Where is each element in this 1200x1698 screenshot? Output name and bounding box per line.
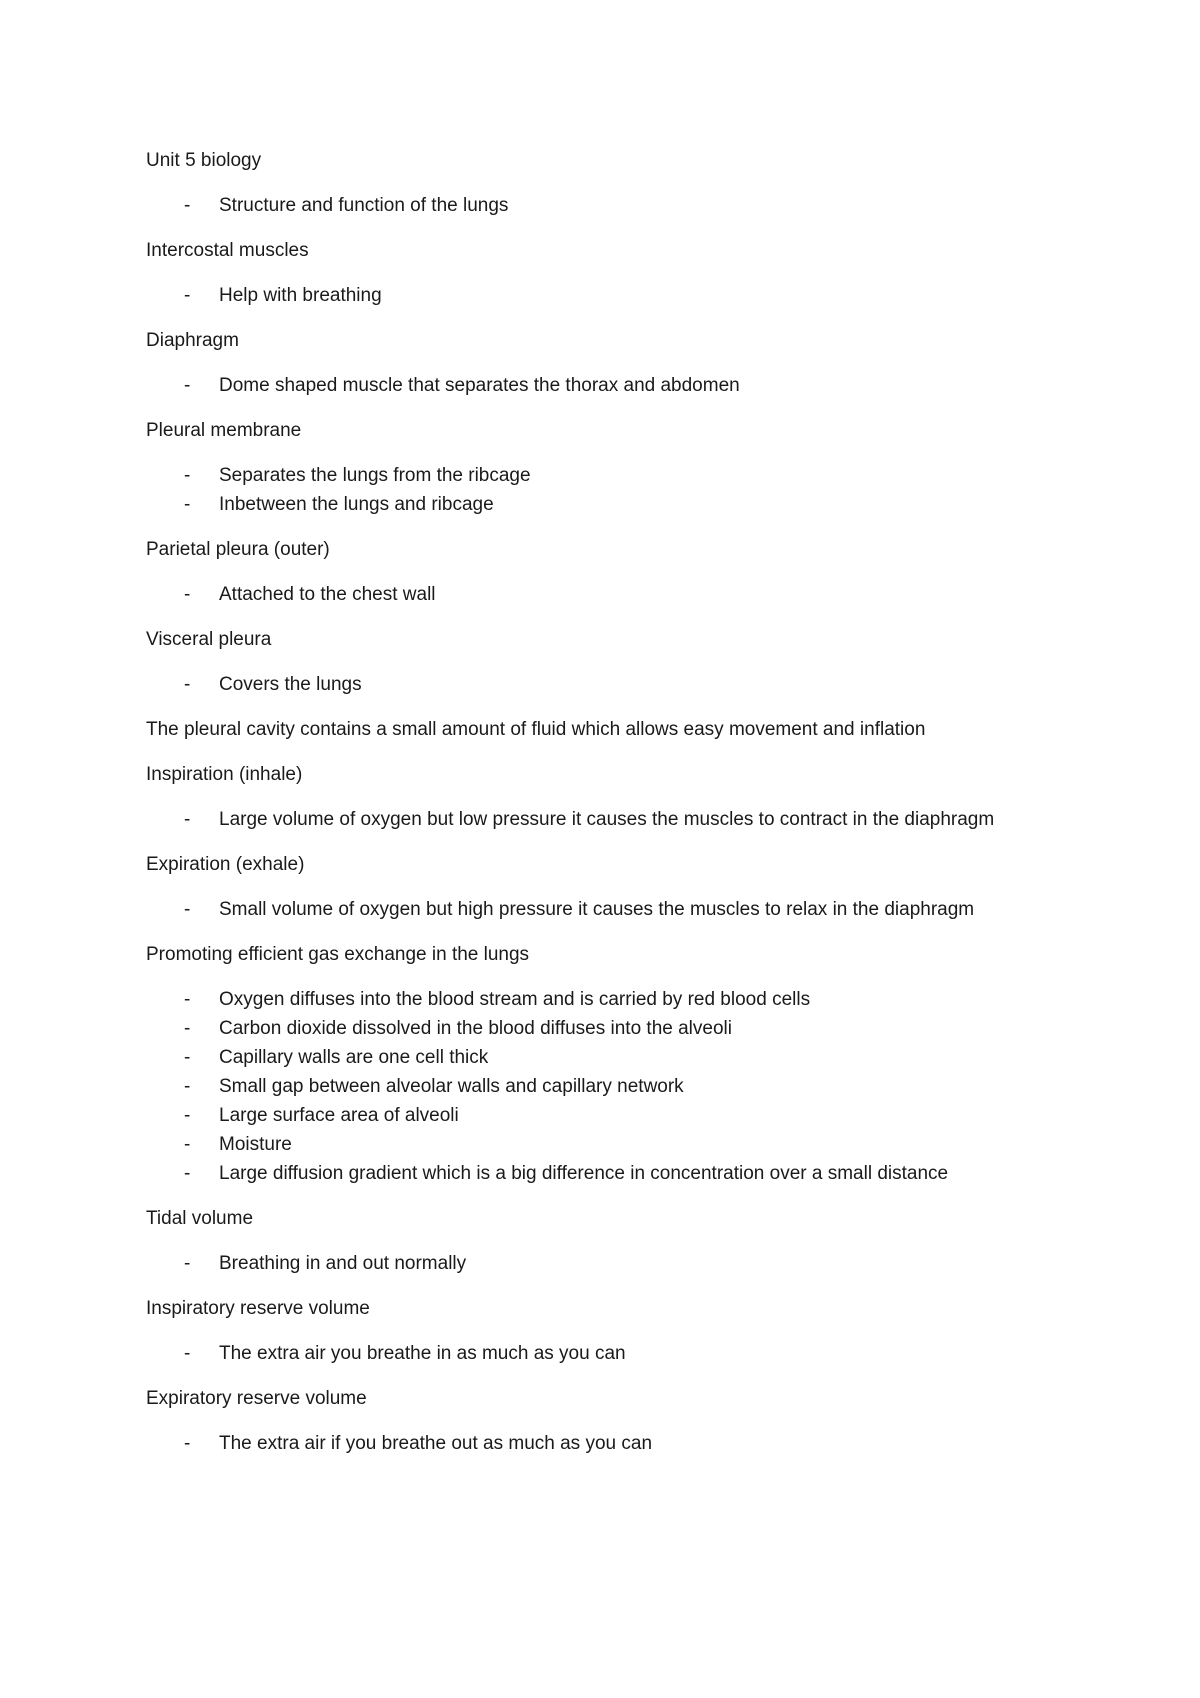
list-item-text: Large diffusion gradient which is a big difference in concentration over a small distance <box>219 1163 949 1184</box>
bullet-list <box>146 985 1106 1188</box>
list-item-text: Capillary walls are one cell thick <box>219 1047 489 1068</box>
list-item <box>146 1101 1106 1130</box>
bullet-list <box>146 191 1106 220</box>
list-item <box>146 1043 1106 1072</box>
list-item-text: Help with breathing <box>219 285 382 306</box>
dash-bullet: - <box>184 1076 191 1097</box>
list-item-text: Inbetween the lungs and ribcage <box>219 494 494 515</box>
list-item-text: Structure and function of the lungs <box>219 195 509 216</box>
list-item <box>146 1339 1106 1368</box>
section-heading: Diaphragm <box>146 330 239 351</box>
dash-bullet: - <box>184 584 191 605</box>
list-item <box>146 1159 1106 1188</box>
section-heading: Parietal pleura (outer) <box>146 539 330 560</box>
bullet-list <box>146 281 1106 310</box>
section-heading: The pleural cavity contains a small amount of fluid which allows easy movement and inflation <box>146 719 926 740</box>
section-heading: Inspiratory reserve volume <box>146 1298 370 1319</box>
list-item-text: Moisture <box>219 1134 292 1155</box>
list-item-text: Small volume of oxygen but high pressure it causes the muscles to relax in the diaphragm <box>219 899 975 920</box>
dash-bullet: - <box>184 1134 191 1155</box>
list-item <box>146 580 1106 609</box>
bullet-list <box>146 1339 1106 1368</box>
dash-bullet: - <box>184 809 191 830</box>
list-item <box>146 1130 1106 1159</box>
document-body <box>146 146 1106 1474</box>
list-item <box>146 461 1106 490</box>
list-item-text: Breathing in and out normally <box>219 1253 467 1274</box>
list-item <box>146 985 1106 1014</box>
bullet-list <box>146 895 1106 924</box>
section-heading: Unit 5 biology <box>146 150 262 171</box>
bullet-list <box>146 461 1106 519</box>
dash-bullet: - <box>184 1163 191 1184</box>
bullet-list <box>146 580 1106 609</box>
list-item <box>146 1249 1106 1278</box>
list-item-text: The extra air you breathe in as much as you can <box>219 1343 626 1364</box>
list-item-text: Dome shaped muscle that separates the thorax and abdomen <box>219 375 740 396</box>
dash-bullet: - <box>184 989 191 1010</box>
list-item-text: Covers the lungs <box>219 674 362 695</box>
dash-bullet: - <box>184 674 191 695</box>
section-heading: Promoting efficient gas exchange in the lungs <box>146 944 530 965</box>
list-item <box>146 670 1106 699</box>
dash-bullet: - <box>184 1047 191 1068</box>
list-item <box>146 805 1106 834</box>
dash-bullet: - <box>184 285 191 306</box>
list-item <box>146 1014 1106 1043</box>
list-item-text: Large volume of oxygen but low pressure it causes the muscles to contract in the diaphragm <box>219 809 995 830</box>
list-item-text: Carbon dioxide dissolved in the blood diffuses into the alveoli <box>219 1018 732 1039</box>
dash-bullet: - <box>184 375 191 396</box>
dash-bullet: - <box>184 899 191 920</box>
section-heading: Tidal volume <box>146 1208 254 1229</box>
dash-bullet: - <box>184 465 191 486</box>
dash-bullet: - <box>184 1105 191 1126</box>
list-item <box>146 371 1106 400</box>
section-heading: Pleural membrane <box>146 420 302 441</box>
section-heading: Expiratory reserve volume <box>146 1388 367 1409</box>
list-item <box>146 281 1106 310</box>
list-item-text: Attached to the chest wall <box>219 584 436 605</box>
dash-bullet: - <box>184 494 191 515</box>
dash-bullet: - <box>184 195 191 216</box>
bullet-list <box>146 1249 1106 1278</box>
bullet-list <box>146 670 1106 699</box>
dash-bullet: - <box>184 1018 191 1039</box>
list-item <box>146 1072 1106 1101</box>
list-item <box>146 490 1106 519</box>
list-item <box>146 191 1106 220</box>
list-item <box>146 1429 1106 1458</box>
list-item-text: The extra air if you breathe out as much as you can <box>219 1433 653 1454</box>
bullet-list <box>146 805 1106 834</box>
list-item <box>146 895 1106 924</box>
list-item-text: Large surface area of alveoli <box>219 1105 459 1126</box>
list-item-text: Small gap between alveolar walls and capillary network <box>219 1076 684 1097</box>
list-item-text: Separates the lungs from the ribcage <box>219 465 531 486</box>
list-item-text: Oxygen diffuses into the blood stream and is carried by red blood cells <box>219 989 811 1010</box>
section-heading: Expiration (exhale) <box>146 854 305 875</box>
dash-bullet: - <box>184 1253 191 1274</box>
bullet-list <box>146 1429 1106 1458</box>
section-heading: Visceral pleura <box>146 629 272 650</box>
section-heading: Intercostal muscles <box>146 240 309 261</box>
bullet-list <box>146 371 1106 400</box>
section-heading: Inspiration (inhale) <box>146 764 303 785</box>
dash-bullet: - <box>184 1433 191 1454</box>
dash-bullet: - <box>184 1343 191 1364</box>
